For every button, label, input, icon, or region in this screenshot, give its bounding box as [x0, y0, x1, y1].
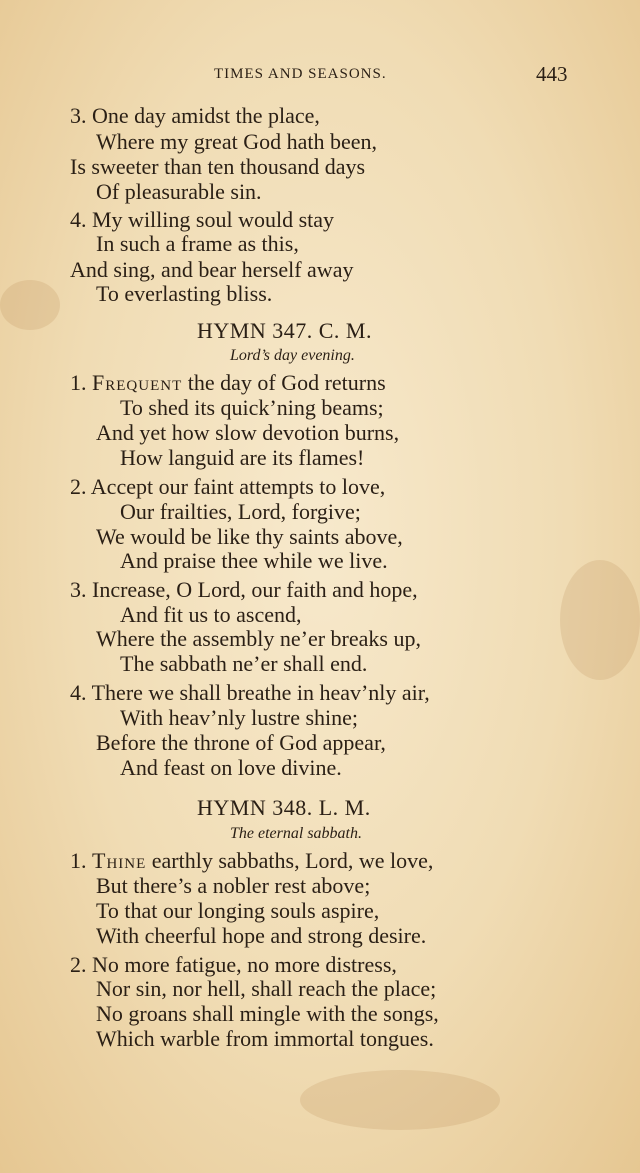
verse-line: 3. One day amidst the place, — [70, 103, 320, 128]
verse-line: 1. Frequent the day of God returns — [70, 370, 386, 395]
verse-line: To that our longing souls aspire, — [96, 898, 380, 923]
paper-stain — [0, 280, 60, 330]
verse-line: No groans shall mingle with the songs, — [96, 1001, 439, 1026]
verse-line: To shed its quick’ning beams; — [120, 395, 384, 420]
first-word: Thine — [92, 848, 147, 873]
verse-line: 1. Thine earthly sabbaths, Lord, we love, — [70, 848, 434, 873]
verse-line: 2. No more fatigue, no more distress, — [70, 952, 397, 977]
verse-line: In such a frame as this, — [96, 231, 299, 256]
hymn-subtitle: Lord’s day evening. — [230, 347, 355, 364]
verse-number: 1. — [70, 370, 87, 395]
verse-line: Our frailties, Lord, forgive; — [120, 499, 361, 524]
verse-line: Nor sin, nor hell, shall reach the place; — [96, 976, 437, 1001]
verse-line: Where my great God hath been, — [96, 129, 377, 154]
verse-line: And feast on love divine. — [120, 755, 342, 780]
verse-line: To everlasting bliss. — [96, 281, 273, 306]
verse-line: 4. My willing soul would stay — [70, 207, 335, 232]
hymn-title: HYMN 347. C. M. — [197, 318, 372, 343]
verse-line: How languid are its flames! — [120, 445, 365, 470]
verse-number: 3. — [70, 577, 87, 602]
hymn-title: HYMN 348. L. M. — [197, 795, 371, 820]
paper-stain — [560, 560, 640, 680]
verse-number: 4. — [70, 680, 87, 705]
verse-line: 3. Increase, O Lord, our faith and hope, — [70, 577, 418, 602]
verse-line: And sing, and bear herself away — [70, 257, 354, 282]
verse-line: With heav’nly lustre shine; — [120, 705, 359, 730]
verse-line: The sabbath ne’er shall end. — [120, 651, 368, 676]
verse-line: 2. Accept our faint attempts to love, — [70, 474, 386, 499]
hymn-subtitle: The eternal sabbath. — [230, 825, 362, 842]
page-number: 443 — [536, 62, 568, 86]
verse-number: 2. — [70, 474, 87, 499]
verse-line: Where the assembly ne’er breaks up, — [96, 626, 421, 651]
verse-line: We would be like thy saints above, — [96, 524, 403, 549]
verse-line: Of pleasurable sin. — [96, 179, 262, 204]
paper-stain — [300, 1070, 500, 1130]
verse-line: And praise thee while we live. — [120, 548, 388, 573]
verse-number: 1. — [70, 848, 87, 873]
verse-number: 3. — [70, 103, 87, 128]
verse-number: 4. — [70, 207, 87, 232]
running-title: TIMES AND SEASONS. — [214, 66, 387, 82]
verse-line: Is sweeter than ten thousand days — [70, 154, 366, 179]
verse-line: But there’s a nobler rest above; — [96, 873, 371, 898]
verse-number: 2. — [70, 952, 87, 977]
verse-line: With cheerful hope and strong desire. — [96, 923, 427, 948]
verse-line: Which warble from immortal tongues. — [96, 1026, 434, 1051]
verse-line: Before the throne of God appear, — [96, 730, 386, 755]
verse-line: And fit us to ascend, — [120, 602, 302, 627]
verse-line: 4. There we shall breathe in heav’nly air, — [70, 680, 430, 705]
first-word: Frequent — [92, 370, 183, 395]
verse-line: And yet how slow devotion burns, — [96, 420, 400, 445]
